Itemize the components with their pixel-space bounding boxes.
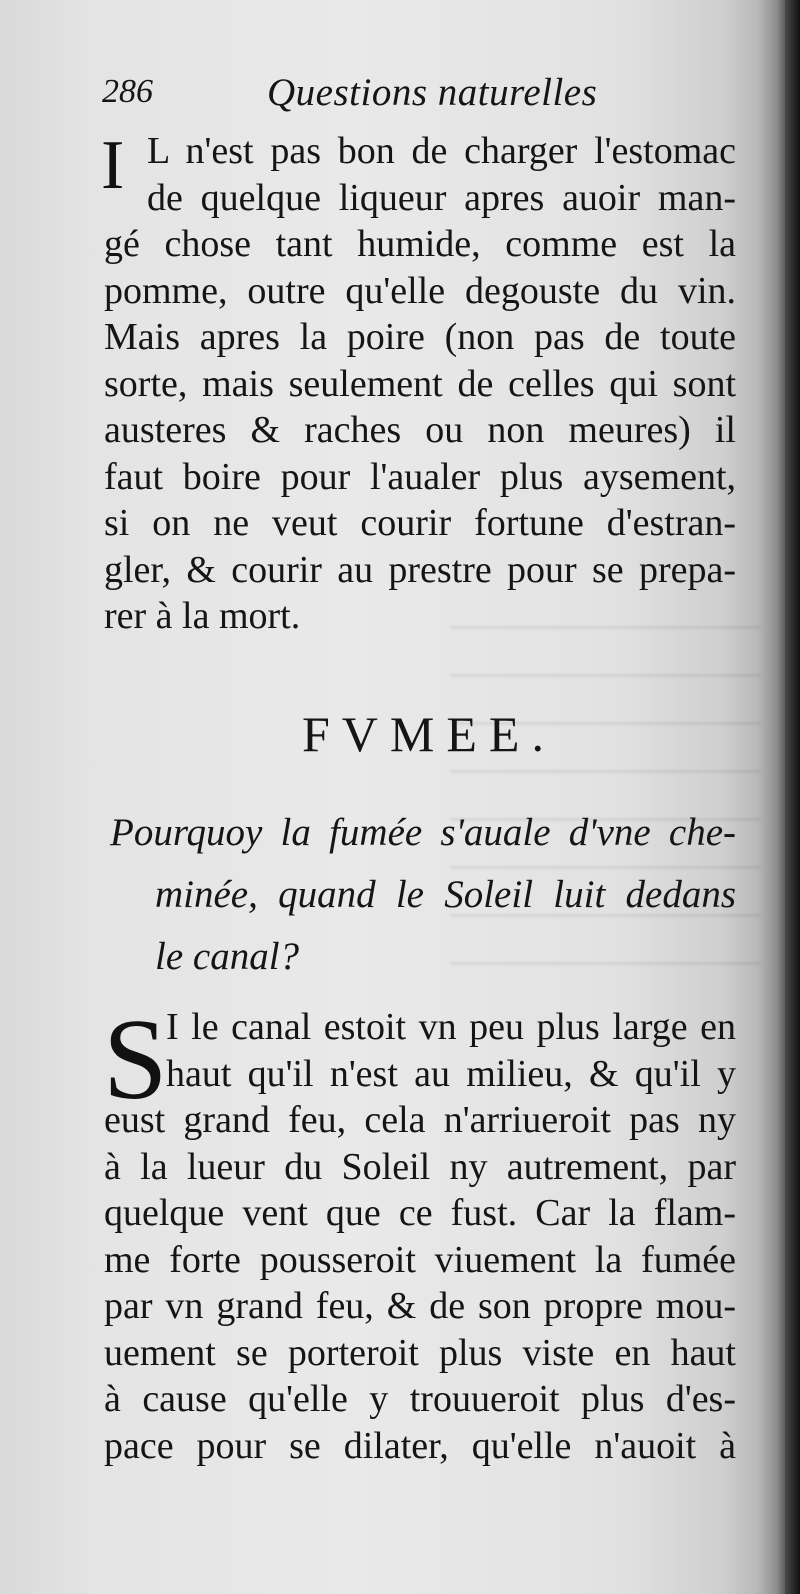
paragraph-2-line: quelque vent que ce fust. Car la flam- (104, 1192, 736, 1234)
page-number: 286 (102, 73, 153, 110)
paragraph-2-line: me forte pousseroit viuement la fumée (104, 1238, 736, 1281)
paragraph-2-line: pace pour se dilater, qu'elle n'auoit à (104, 1424, 736, 1467)
paragraph-1-line: austeres & raches ou non meures) il (104, 409, 736, 451)
running-head: Questions naturelles (267, 71, 598, 114)
drop-cap-s: S (103, 996, 168, 1124)
paragraph-2-line: eust grand feu, cela n'arriueroit pas ny (104, 1099, 736, 1141)
page-binding-shadow (785, 0, 800, 1594)
paragraph-1 (104, 128, 736, 640)
paragraph-2-line: par vn grand feu, & de son propre mou- (104, 1285, 736, 1327)
question-heading (110, 802, 736, 988)
paragraph-1-line: gé chose tant humide, comme est la (104, 223, 736, 265)
paragraph-1-line: gler, & courir au prestre pour se prepa- (104, 548, 736, 591)
paragraph-2-line: I le canal estoit vn peu plus large en (166, 1006, 736, 1048)
question-line: Pourquoy la fumée s'auale d'vne che- (110, 811, 736, 854)
paragraph-2-line: à la lueur du Soleil ny autrement, par (104, 1145, 736, 1188)
paragraph-1-line: rer à la mort. (104, 595, 301, 637)
paragraph-1-line: de quelque liqueur apres auoir man- (147, 176, 736, 219)
page-header (102, 70, 722, 120)
question-line: minée, quand le Soleil luit dedans (155, 873, 736, 916)
paragraph-2-line: à cause qu'elle y trouueroit plus d'es- (104, 1378, 736, 1420)
paragraph-1-line: Mais apres la poire (non pas de toute (104, 316, 736, 358)
paragraph-1-line: si on ne veut courir fortune d'estran- (104, 502, 736, 544)
paragraph-1-line: L n'est pas bon de charger l'estomac (147, 130, 736, 172)
paragraph-1-line: faut boire pour l'aualer plus aysement, (104, 455, 736, 498)
drop-cap-i: I (101, 127, 125, 204)
question-line: le canal? (155, 935, 300, 978)
section-title: FVMEE. (302, 706, 556, 762)
paragraph-1-line: pomme, outre qu'elle degouste du vin. (104, 269, 736, 312)
paragraph-2 (103, 996, 736, 1469)
paragraph-2-line: haut qu'il n'est au milieu, & qu'il y (166, 1052, 736, 1095)
paragraph-1-line: sorte, mais seulement de celles qui sont (104, 362, 736, 405)
paragraph-2-line: uement se porteroit plus viste en haut (104, 1331, 736, 1374)
